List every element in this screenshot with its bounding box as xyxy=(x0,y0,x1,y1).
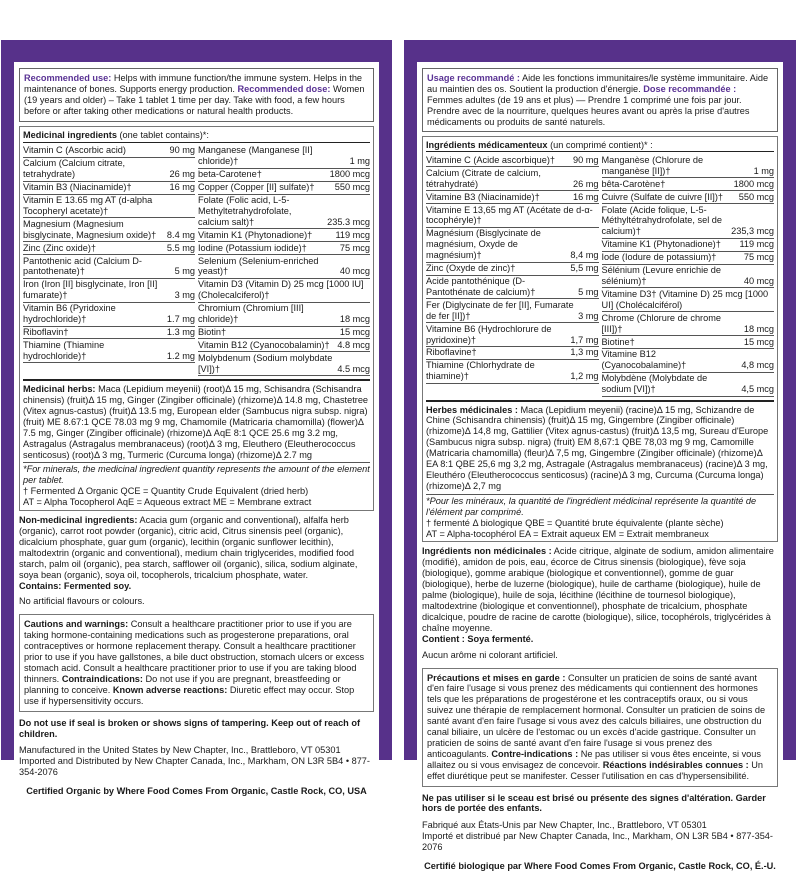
ingredient-row xyxy=(426,191,599,204)
ingredient-name: Iodine (Potassium iodide)† xyxy=(198,242,307,253)
ingredient-row xyxy=(602,373,775,397)
non-medicinal-ingredients xyxy=(19,515,374,607)
ingredient-name: Pantothenic acid (Calcium D-pantothenate)† xyxy=(23,255,142,277)
ingredient-amount: 18 mcg xyxy=(339,314,370,325)
medicinal-herbs-text-fr: Maca (Lepidium meyenii) (racine)Δ 15 mg, Schizandre de Chine (Schisandra chinensis) (fruit)Δ 15 mg, Gingembre (Zingiber officinale) (rhizome)Δ 14,8 mg, Gattilier (Vitex agnus-castus) (fruit)Δ 13,5 mg, Sureau d'Europe (Sambucus nigra subsp. nigra) (fruit) EM 8,67:1 QBE 78,03 mg 9 mg, Camomille (Matricaria chamomilla) (fleur)Δ 7,5 mg, Gingembre (Zingiber officinale) (rhizome)Δ EA 8:1 QBE 25,6 mg 3,2 mg, Astragale (Astragalus membranaceus) (racine)Δ 3 mg, Eleuthéro (Eleutherococcus senticosus) (racine)Δ 3 mg, Curcuma (Curcuma longa) (rhizome)Δ 2,7 mg xyxy=(426,404,769,491)
ingredient-row xyxy=(602,239,775,252)
recommended-use-text: Helps with immune function/the immune system. Helps in the maintenance of bones. Supports energy production. xyxy=(24,73,363,94)
cautions-text-fr: Consulter un praticien de soins de santé avant d'en faire l'usage si vous prenez des médicaments qui contiennent des hormones tels que les préparations de progestérone et les contraceptifs oraux, ou si vous suivez une thérapie de remplacement hormonal. Consulter un praticien de soins de santé avant d'en faire l'usage si vous avez des calculs biliaires, une obstruction du canal biliaire, un ulcère de l'estomac ou un excès d'acide gastrique. Consulter un praticien de soins de santé avant d'en faire l'usage si vous prenez des anticoagulants. xyxy=(427,672,766,759)
recommended-dose-title: Recommended dose: xyxy=(237,83,331,94)
medicinal-ingredients-subtitle-fr: (un comprimé contient)* : xyxy=(550,139,653,150)
ingredient-name: bêta-Carotène† xyxy=(601,178,666,189)
ingredient-row xyxy=(198,229,370,242)
ingredient-amount: 16 mg xyxy=(169,182,195,193)
ingredient-name: Vitamine K1 (Phytonadione)† xyxy=(601,239,721,250)
ingredient-name: Iode (Iodure de potassium)† xyxy=(601,252,717,263)
non-medicinal-text-fr: Acide citrique, alginate de sodium, amidon alimentaire (modifié), amidon de pois, eau, écorce de Citrus sinensis (biologique), fève soja (biologique), gomme arabique (biologique et conventionnel), gomme de guar (biologique), herbe de luzerne (biologique), huile de carthame (biologique), huile de palme (biologique), huile de soja, lécithine (lécithine de tournesol biologique), maltodextrine (biologique et conventionnel), phosphate de tricalcium, phosphate dicalcique, poudre de racine de carotte (biologique), silice, tocophérols, triglycérides à chaîne moyenne. xyxy=(422,546,774,633)
ingredient-amount: 235.3 mcg xyxy=(327,216,370,227)
ingredient-name: Chromium (Chromium [III] chloride)† xyxy=(198,303,304,325)
ingredient-amount: 4,5 mcg xyxy=(741,384,774,395)
ingredient-name: Magnesium (Magnesium bisglycinate, Magnesium oxide)† xyxy=(23,218,157,240)
ingredient-name: Zinc (Oxyde de zinc)† xyxy=(426,263,516,274)
contains-text: Contains: Fermented soy. xyxy=(19,580,132,591)
ingredient-name: Vitamin C (Ascorbic acid) xyxy=(23,145,126,156)
ingredient-amount: 3 mg xyxy=(578,310,599,321)
ingredient-row xyxy=(198,145,370,169)
ingredient-name: Acide pantothénique (D-Pantothénate de calcium)† xyxy=(426,276,536,297)
ingredient-row xyxy=(426,360,599,384)
ingredient-name: Folate (Acide folique, L-5-Méthyltétrahydrofolate, sel de calcium)† xyxy=(601,204,723,237)
ingredient-amount: 1,3 mg xyxy=(570,347,599,358)
ingredient-name: Molybdenum (Sodium molybdate [VI])† xyxy=(198,352,333,374)
ingredient-amount: 119 mcg xyxy=(739,239,774,250)
ingredient-row xyxy=(602,288,775,312)
ingredient-row xyxy=(23,145,195,158)
ingredient-name: Vitamin E 13.65 mg AT (d-alpha Tocopheryl acetate)† xyxy=(23,195,153,216)
ingredient-row xyxy=(198,327,370,340)
ingredient-row xyxy=(426,204,599,228)
ingredient-amount: 90 mg xyxy=(572,154,599,165)
ingredient-row xyxy=(198,242,370,255)
ingredient-row xyxy=(426,276,599,300)
ingredient-name: Vitamine B3 (Niacinamide)† xyxy=(426,191,540,202)
medicinal-herbs-title-fr: Herbes médicinales : xyxy=(426,404,518,415)
english-label-content xyxy=(14,62,379,797)
contraindications-title-fr: Contre-indications : xyxy=(491,748,579,759)
medicinal-herbs-fr xyxy=(426,400,774,492)
ingredient-name: Manganese (Manganese [II] chloride)† xyxy=(198,145,313,167)
ingredient-row xyxy=(602,178,775,191)
ingredient-row xyxy=(198,195,370,230)
ingredient-name: Vitamine C (Acide ascorbique)† xyxy=(426,154,556,165)
ingredient-row xyxy=(23,327,195,340)
recommended-use-box xyxy=(19,68,374,122)
ingredient-amount: 1,7 mg xyxy=(570,334,599,345)
ingredients-right-column-fr xyxy=(602,154,775,396)
ingredients-left-column-fr xyxy=(426,154,599,396)
ingredient-amount: 16 mg xyxy=(572,191,599,202)
ingredient-amount: 4.8 mcg xyxy=(337,339,370,350)
ingredient-amount: 1,2 mg xyxy=(570,371,599,382)
ingredient-amount: 1 mg xyxy=(753,165,774,176)
ingredient-amount: 90 mg xyxy=(169,145,195,156)
contraindications-title: Contraindications: xyxy=(61,673,143,684)
cautions-box-fr xyxy=(422,668,778,787)
medicinal-ingredients-title-fr: Ingrédients médicamenteux xyxy=(426,139,548,150)
ingredient-row xyxy=(23,303,195,327)
cautions-title-fr: Précautions et mises en garde : xyxy=(427,672,566,683)
ingredient-amount: 1800 mcg xyxy=(329,169,370,180)
ingredient-name: Iron (Iron [II] bisglycinate, Iron [II] fumarate)† xyxy=(23,279,158,301)
ingredients-left-column xyxy=(23,145,195,376)
ingredient-name: Vitamin D3 (Vitamin D) 25 mcg [1000 IU] (Cholecalciferol)† xyxy=(198,279,364,301)
ingredient-amount: 75 mcg xyxy=(339,242,370,253)
recommended-dose-title-fr: Dose recommandée : xyxy=(643,83,737,94)
ingredient-name: Thiamine (Chlorhydrate de thiamine)† xyxy=(426,360,535,382)
ingredient-amount: 4.5 mcg xyxy=(337,363,370,374)
ingredient-name: Zinc (Zinc oxide)† xyxy=(23,242,97,253)
ingredient-name: Riboflavin† xyxy=(23,327,69,337)
ingredient-amount: 5,5 mg xyxy=(570,263,599,274)
seal-warning-fr: Ne pas utiliser si le sceau est brisé ou présente des signes d'altération. Garder hors de portée des enfants. xyxy=(422,792,766,814)
ingredient-row xyxy=(23,182,195,195)
legend-line-1: † Fermented Δ Organic QCE = Quantity Crude Equivalent (dried herb) xyxy=(23,486,309,497)
ingredient-name: Molybdène (Molybdate de sodium [VI])† xyxy=(601,373,708,395)
adverse-reactions-title: Known adverse reactions: xyxy=(112,684,228,695)
ingredient-name: Biotine† xyxy=(601,336,635,347)
ingredient-amount: 18 mcg xyxy=(743,323,774,334)
table-footnotes xyxy=(23,462,370,508)
ingredient-amount: 26 mg xyxy=(169,169,195,180)
ingredient-row xyxy=(602,349,775,373)
ingredient-amount: 5.5 mg xyxy=(166,242,195,253)
ingredient-name: Chrome (Chlorure de chrome [III])† xyxy=(601,312,721,334)
ingredient-name: Magnésium (Bisglycinate de magnésium, Oxyde de magnésium)† xyxy=(426,228,541,261)
ingredient-row xyxy=(426,154,599,167)
ingredient-amount: 119 mcg xyxy=(335,229,370,240)
medicinal-ingredients-table-fr xyxy=(422,136,778,543)
ingredient-amount: 5 mg xyxy=(174,266,195,277)
medicinal-ingredients-title: Medicinal ingredients xyxy=(23,130,117,140)
ingredient-row xyxy=(23,339,195,363)
contains-text-fr: Contient : Soya fermenté. xyxy=(422,633,534,644)
manufacturer-line-1-fr: Fabriqué aux États-Unis par New Chapter, Inc., Brattleboro, VT 05301 xyxy=(422,820,707,831)
ingredient-name: Manganèse (Chlorure de manganèse [II])† xyxy=(601,154,704,176)
ingredient-row xyxy=(426,228,599,263)
ingredient-name: Fer (Diglycinate de fer [II], Fumarate de fer [II])† xyxy=(426,299,574,321)
ingredient-amount: 40 mcg xyxy=(743,276,774,286)
cautions-box xyxy=(19,614,374,711)
recommended-use-title-fr: Usage recommandé : xyxy=(427,73,520,83)
organic-certification: Certified Organic by Where Food Comes From Organic, Castle Rock, CO, USA xyxy=(26,786,367,797)
ingredient-name: Cuivre (Sulfate de cuivre [II])† xyxy=(601,191,724,202)
medicinal-herbs xyxy=(23,379,370,460)
ingredient-row xyxy=(23,158,195,182)
ingredient-row xyxy=(602,312,775,336)
adverse-reactions-text: Diuretic effect may occur. Stop use if hypersensitivity occurs. xyxy=(24,684,355,706)
ingredient-name: Calcium (Calcium citrate, tetrahydrate) xyxy=(23,158,126,180)
ingredient-name: Sélénium (Levure enrichie de sélénium)† xyxy=(601,265,722,286)
legend-line-2: AT = Alpha Tocopherol AqE = Aqueous extract ME = Membrane extract xyxy=(23,497,312,508)
ingredient-row xyxy=(23,242,195,255)
ingredient-amount: 8,4 mg xyxy=(570,250,599,261)
ingredient-amount: 8.4 mg xyxy=(166,229,195,240)
ingredient-amount: 1800 mcg xyxy=(733,178,774,189)
ingredient-amount: 40 mcg xyxy=(339,266,370,277)
ingredient-row xyxy=(198,303,370,327)
ingredient-name: Calcium (Citrate de calcium, tétrahydraté) xyxy=(426,167,541,189)
ingredient-row xyxy=(602,336,775,349)
ingredient-amount: 1 mg xyxy=(349,156,370,167)
ingredient-amount: 15 mcg xyxy=(743,336,774,347)
non-medicinal-title-fr: Ingrédients non médicinales : xyxy=(422,546,552,557)
ingredient-name: Vitamin B12 (Cyanocobalamin)† xyxy=(198,339,330,350)
ingredient-name: Vitamine D3† (Vitamine D) 25 mcg [1000 UI] (Cholécalciférol) xyxy=(601,288,769,310)
recommended-use-box-fr xyxy=(422,68,778,132)
ingredient-row xyxy=(198,279,370,303)
ingredient-name: Vitamine B12 (Cyanocobalamine)† xyxy=(601,349,687,371)
manufacturer-line-2: Imported and Distributed by New Chapter Canada, Inc., Markham, ON L3R 5B4 • 877-354-2076 xyxy=(19,756,370,778)
ingredient-name: Vitamin B6 (Pyridoxine hydrochloride)† xyxy=(23,303,116,325)
ingredient-row xyxy=(602,191,775,204)
ingredient-name: Thiamine (Thiamine hydrochloride)† xyxy=(23,339,105,361)
footnote-minerals: *For minerals, the medicinal ingredient quantity represents the amount of the element per tablet. xyxy=(23,464,370,486)
medicinal-ingredients-header xyxy=(23,130,370,143)
ingredient-name: Vitamin B3 (Niacinamide)† xyxy=(23,182,132,193)
ingredient-amount: 1.2 mg xyxy=(166,350,195,361)
adverse-reactions-title-fr: Réactions indésirables connues : xyxy=(602,759,749,770)
ingredient-amount: 1.7 mg xyxy=(166,314,195,325)
ingredient-amount: 235,3 mcg xyxy=(731,226,774,237)
manufacturer-line-2-fr: Importé et distribué par New Chapter Canada, Inc., Markham, ON L3R 5B4 • 877-354-2076 xyxy=(422,831,773,853)
ingredient-row xyxy=(426,167,599,191)
recommended-use-text-fr: Aide les fonctions immunitaires/le système immunitaire. Aide au maintien des os. Soutient la production d'énergie. xyxy=(427,73,769,94)
ingredient-row xyxy=(198,339,370,352)
ingredient-name: Vitamine B6 (Hydrochlorure de pyridoxine)† xyxy=(426,323,552,345)
ingredient-row xyxy=(198,182,370,195)
contraindications-text: Do not use if you are pregnant, breastfeeding or planning to conceive. xyxy=(24,673,341,695)
ingredient-row xyxy=(602,204,775,239)
ingredient-row xyxy=(23,279,195,303)
ingredient-row xyxy=(23,218,195,242)
ingredient-row xyxy=(198,255,370,279)
no-artificial-text: No artificial flavours or colours. xyxy=(19,596,145,607)
ingredient-row xyxy=(198,352,370,376)
medicinal-ingredients-subtitle: (one tablet contains)*: xyxy=(119,130,209,140)
ingredient-amount: 1.3 mg xyxy=(166,327,195,337)
ingredient-name: Vitamin K1 (Phytonadione)† xyxy=(198,229,313,240)
medicinal-herbs-text: Maca (Lepidium meyenii) (root)Δ 15 mg, Schisandra (Schisandra chinensis) (fruit)Δ 15 mg, Ginger (Zingiber officinale) (rhizome)Δ 14.8 mg, Chastetree (Vitex agnus-castus) (fruit)Δ 13.5 mg, European elder (Sambucus nigra subsp. nigra) (fruit) ME 8.67:1 QCE 78.03 mg 9 mg, Chamomile (Matricaria chamomilla) (flower)Δ 7.5 mg, Ginger (Zingiber officinale) (rhizome)Δ AqE 8:1 QCE 25.6 mg 3.2 mg, Astragalus (Astragalus membranaceus) (root)Δ 3 mg, Eleuthero (Eleutherococcus senticosus) (root)Δ 3 mg, Turmeric (Curcuma longa) (rhizome)Δ 2.7 mg xyxy=(23,384,369,460)
ingredient-name: beta-Carotene† xyxy=(198,169,262,180)
ingredient-row xyxy=(23,255,195,279)
legend-line-1-fr: † fermenté Δ biologique QBE = Quantité brute équivalente (plante sèche) xyxy=(426,517,724,528)
ingredient-row xyxy=(426,263,599,276)
medicinal-ingredients-header-fr xyxy=(426,140,774,153)
organic-certification-fr: Certifié biologique par Where Food Comes From Organic, Castle Rock, CO, É.-U. xyxy=(424,861,776,872)
ingredient-name: Vitamine E 13,65 mg AT (Acétate de d-α-tocophéryle)† xyxy=(426,204,593,226)
ingredient-amount: 26 mg xyxy=(572,178,599,189)
contraindications-text-fr: Ne pas utiliser si vous êtes enceinte, si vous allaitez ou si vous envisagez de concevoir. xyxy=(427,748,761,770)
recommended-use-title: Recommended use: xyxy=(24,73,112,83)
medicinal-ingredients-table xyxy=(19,126,374,511)
ingredient-amount: 550 mcg xyxy=(738,191,774,202)
table-footnotes-fr xyxy=(426,494,774,540)
ingredient-amount: 15 mcg xyxy=(339,327,370,337)
non-medicinal-text: Acacia gum (organic and conventional), alfalfa herb (organic), carrot root powder (organic), citric acid, Citrus sinensis peel (organic), dicalcium phosphate, guar gum (organic), lecithin (organic sunflower lecithin), maltodextrin (organic and conventional), medium chain triglycerides, modified food starch, palm oil (organic), pea starch, safflower oil (organic), silica, sodium alginate, soya bean (organic), soya oil, tocopherols, tricalcium phosphate, water. xyxy=(19,515,358,580)
adverse-reactions-text-fr: Un effet diurétique peut se manifester. Cesser l'utilisation en cas d'hypersensibilité. xyxy=(427,759,764,781)
ingredient-row xyxy=(426,299,599,323)
french-label-panel xyxy=(404,40,796,872)
recommended-dose-text-fr: Femmes adultes (de 19 ans et plus) — Prendre 1 comprimé une fois par jour. Prendre avec de la nourriture, quelques heures avant ou après la prise d'autres médicaments ou produits de santé naturels. xyxy=(427,94,750,127)
ingredient-row xyxy=(198,169,370,182)
ingredient-row xyxy=(426,347,599,360)
ingredient-amount: 5 mg xyxy=(578,286,599,297)
non-medicinal-title: Non-medicinal ingredients: xyxy=(19,515,138,526)
ingredient-name: Folate (Folic acid, L-5-Methyltetrahydrofolate, calcium salt)† xyxy=(198,195,292,227)
ingredient-amount: 3 mg xyxy=(174,290,195,301)
ingredient-row xyxy=(602,252,775,265)
non-medicinal-ingredients-fr xyxy=(422,546,778,660)
english-label-panel xyxy=(1,40,392,797)
ingredient-amount: 4,8 mcg xyxy=(741,360,774,371)
ingredient-amount: 75 mcg xyxy=(743,252,774,263)
manufacturer-info xyxy=(19,745,374,778)
ingredients-right-column xyxy=(198,145,370,376)
cautions-title: Cautions and warnings: xyxy=(24,619,129,630)
footnote-minerals-fr: *Pour les minéraux, la quantité de l'ingrédient médicinal représente la quantité de l'élément par comprimé. xyxy=(426,495,757,517)
ingredient-name: Copper (Copper [II] sulfate)† xyxy=(198,182,315,193)
cautions-text: Consult a healthcare practitioner prior to use if you are taking hormone-containing medications such as progesterone preparations, oral contraceptives or hormone replacement therapy. Consult a healthcare practitioner prior to use if you have gallstones, a bile duct obstruction, stomach ulcers or excess stomach acid. Consult a healthcare practitioner prior to use if you are taking blood thinners. xyxy=(24,619,365,684)
ingredient-row xyxy=(602,265,775,289)
ingredient-row xyxy=(602,154,775,178)
recommended-dose-text: Women (19 years and older) – Take 1 tablet 1 time per day. Take with food, a few hours before or after taking other medications or natural health products. xyxy=(24,83,365,116)
ingredient-name: Biotin† xyxy=(198,327,227,337)
no-artificial-text-fr: Aucun arôme ni colorant artificiel. xyxy=(422,649,558,660)
ingredient-row xyxy=(23,195,195,219)
medicinal-herbs-title: Medicinal herbs: xyxy=(23,384,96,395)
legend-line-2-fr: AT = Alpha-tocophérol EA = Extrait aqueux EM = Extrait membraneux xyxy=(426,528,709,539)
manufacturer-info-fr xyxy=(422,820,778,853)
ingredient-row xyxy=(426,323,599,347)
ingredient-name: Riboflavine† xyxy=(426,347,477,358)
ingredient-name: Selenium (Selenium-enriched yeast)† xyxy=(198,255,319,277)
french-label-content xyxy=(417,62,783,872)
manufacturer-line-1: Manufactured in the United States by New Chapter, Inc., Brattleboro, VT 05301 xyxy=(19,745,341,756)
seal-warning: Do not use if seal is broken or shows signs of tampering. Keep out of reach of children. xyxy=(19,717,361,739)
ingredient-amount: 550 mcg xyxy=(334,182,370,193)
